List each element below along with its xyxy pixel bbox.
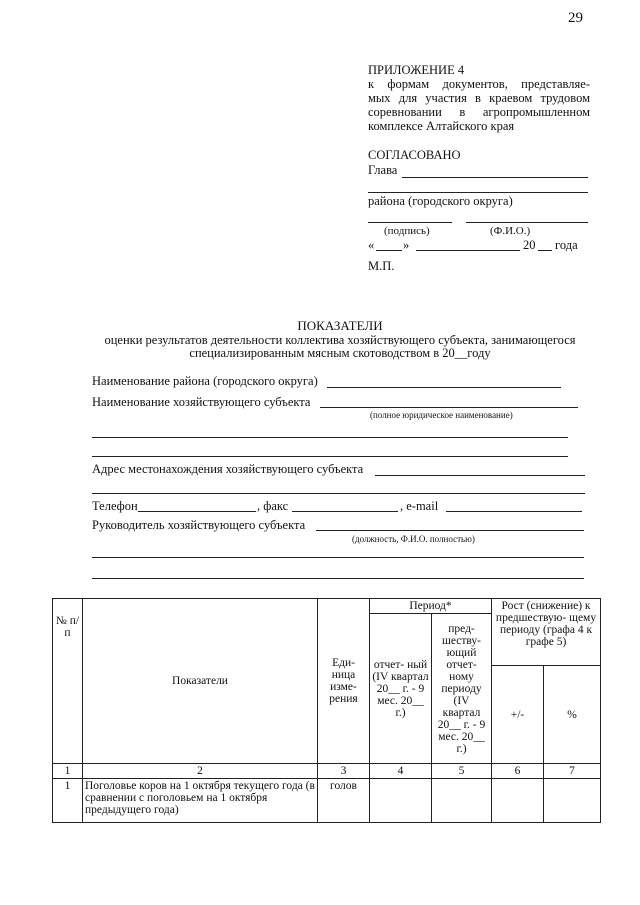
header-unit: Еди- ница изме- рения: [318, 599, 370, 764]
entity-name-hint: (полное юридическое наименование): [370, 410, 513, 420]
head-entity-hint: (должность, Ф.И.О. полностью): [352, 534, 475, 544]
fax-label: , факс: [257, 499, 289, 513]
entity-name-line-3: [92, 456, 568, 457]
col-number: 7: [544, 764, 601, 779]
col-number: 2: [83, 764, 318, 779]
header-growth: Рост (снижение) к предшествую- щему периоду (графа 4 к графе 5): [492, 599, 601, 666]
signature-line: [368, 222, 452, 223]
head-label: Глава: [368, 163, 398, 177]
district-name-line: [327, 387, 561, 388]
phone-line: [138, 511, 256, 512]
entity-name-line-2: [92, 437, 568, 438]
fio-hint: (Ф.И.О.): [490, 225, 531, 237]
col-number: 6: [492, 764, 544, 779]
appendix-line: к формам документов, представляе-: [368, 77, 590, 91]
row-previous: [432, 779, 492, 823]
header-indicator: Показатели: [83, 599, 318, 764]
appendix-block: [368, 63, 590, 133]
address-line-2: [92, 493, 585, 494]
table-row: [53, 779, 601, 823]
head-entity-line-3: [92, 578, 584, 579]
district-name-label: Наименование района (городского округа): [92, 374, 318, 388]
col-number: 1: [53, 764, 83, 779]
year-suffix: года: [555, 238, 578, 252]
header-percent: %: [544, 666, 601, 764]
year-prefix: 20: [523, 238, 536, 252]
district-label: района (городского округа): [368, 194, 513, 208]
row-pct: [544, 779, 601, 823]
seal-label: М.П.: [368, 259, 395, 273]
row-abs: [492, 779, 544, 823]
head-line-2: [368, 192, 588, 193]
doc-title: ПОКАЗАТЕЛИ: [297, 318, 383, 333]
header-reporting: отчет- ный (IV квартал 20__ г. - 9 мес. 20__ г.): [370, 614, 432, 764]
phone-label: Телефон: [92, 499, 138, 513]
address-label: Адрес местонахождения хозяйствующего субъекта: [92, 462, 364, 476]
day-line: [376, 250, 402, 251]
row-indicator: Поголовье коров на 1 октября текущего года (в сравнении с поголовьем на 1 октября предыдущего года): [83, 779, 318, 823]
header-num: № п/п: [53, 599, 83, 764]
col-number: 3: [318, 764, 370, 779]
indicators-table: [52, 598, 601, 823]
appendix-title: ПРИЛОЖЕНИЕ 4: [368, 63, 465, 77]
row-unit: голов: [318, 779, 370, 823]
header-previous: пред- шеству- ющий отчет- ному периоду (IV квартал 20__ г. - 9 мес. 20__ г.): [432, 614, 492, 764]
col-number: 5: [432, 764, 492, 779]
row-num: 1: [53, 779, 83, 823]
head-line: [402, 177, 588, 178]
agreed-label: СОГЛАСОВАНО: [368, 148, 461, 162]
month-line: [416, 250, 520, 251]
doc-subtitle-1: оценки результатов деятельности коллектива хозяйствующего субъекта, занимающегося: [104, 333, 576, 347]
entity-name-line: [320, 407, 578, 408]
signature-hint: (подпись): [384, 225, 430, 237]
head-entity-line-2: [92, 557, 584, 558]
col-number: 4: [370, 764, 432, 779]
doc-subtitle-2: специализированным мясным скотоводством в 20__году: [189, 346, 491, 360]
appendix-line: соревновании в агропромышленном: [368, 105, 590, 119]
date-close: »: [403, 238, 410, 252]
fio-line: [466, 222, 588, 223]
header-period: Период*: [370, 599, 492, 614]
fax-line: [292, 511, 398, 512]
page-number: 29: [568, 10, 583, 26]
address-line: [375, 475, 585, 476]
head-entity-line: [316, 530, 584, 531]
header-plus-minus: +/-: [492, 666, 544, 764]
email-line: [446, 511, 582, 512]
appendix-line: комплексе Алтайского края: [368, 119, 515, 133]
row-reporting: [370, 779, 432, 823]
date-open: «: [368, 238, 375, 252]
email-label: , e-mail: [400, 499, 439, 513]
year-line: [538, 250, 552, 251]
appendix-line: мых для участия в краевом трудовом: [368, 91, 590, 105]
entity-name-label: Наименование хозяйствующего субъекта: [92, 395, 311, 409]
head-entity-label: Руководитель хозяйствующего субъекта: [92, 518, 306, 532]
